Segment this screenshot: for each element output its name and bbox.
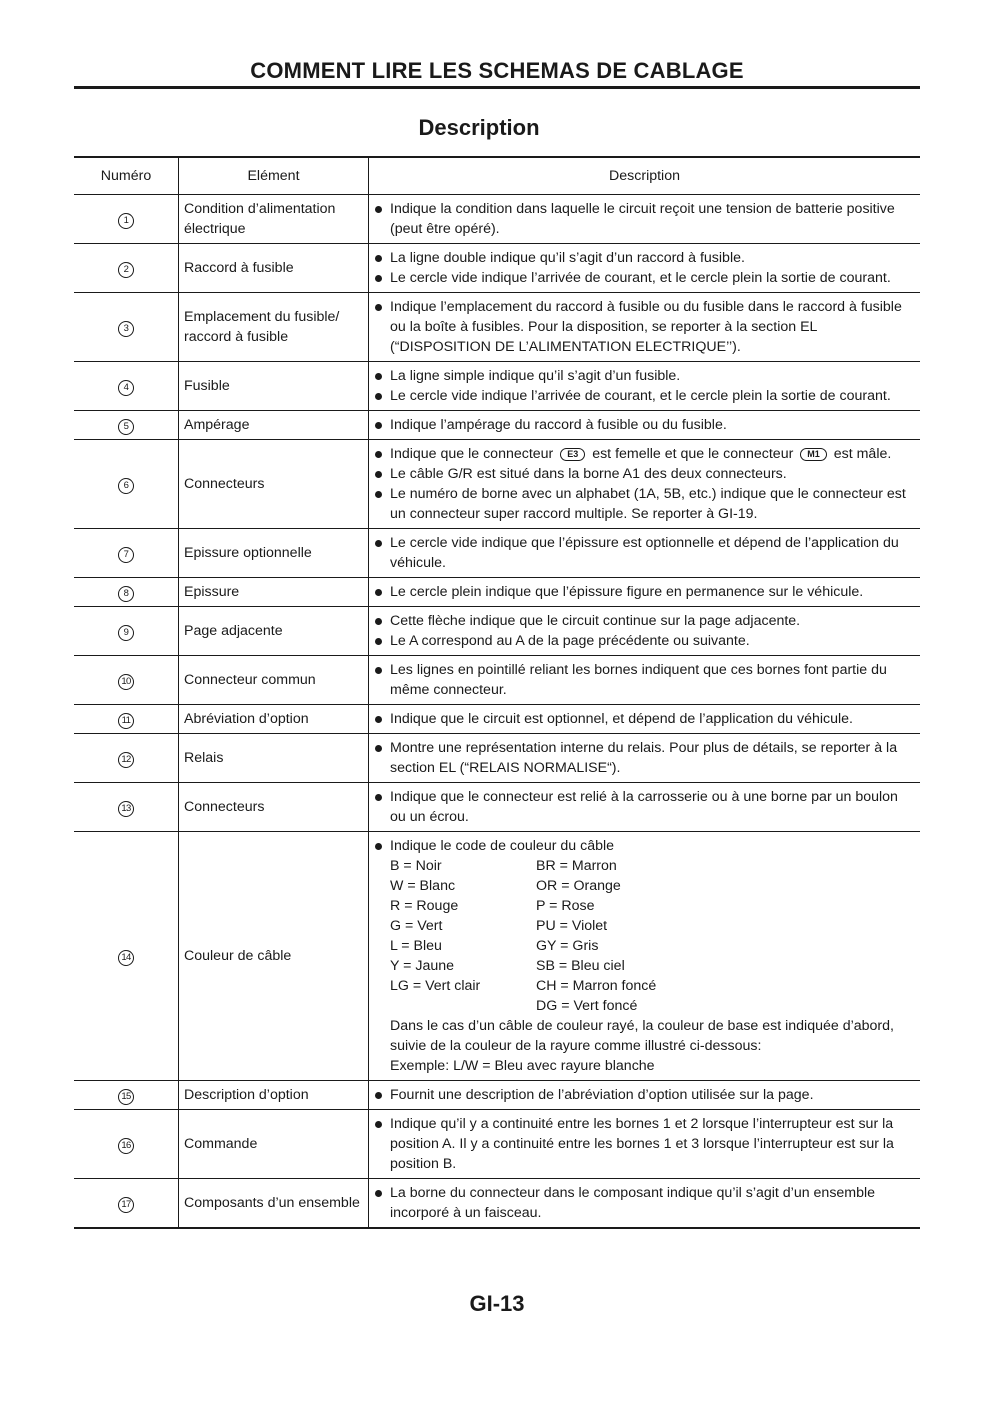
bullet-item	[374, 444, 914, 464]
color-code-right: SB = Bleu ciel	[536, 958, 625, 974]
bullet-item: Cette flèche indique que le circuit continue sur la page adjacente.	[374, 611, 914, 631]
color-code-left: LG = Vert clair	[390, 978, 481, 994]
table-body	[74, 195, 920, 1229]
description-cell	[369, 832, 921, 1081]
element-cell: Epissure	[179, 578, 369, 607]
circled-number: 8	[118, 586, 134, 602]
striped-cable-note: Dans le cas d’un câble de couleur rayé, la couleur de base est indiquée d’abord, suivie de la couleur de la rayure comme illustré ci-dessous:	[390, 1018, 894, 1054]
bullet-item: Indique l’ampérage du raccord à fusible ou du fusible.	[374, 415, 914, 435]
element-cell: Condition d’alimentation électrique	[179, 195, 369, 244]
bullet-list	[374, 366, 914, 406]
element-cell: Fusible	[179, 362, 369, 411]
table-row	[74, 783, 920, 832]
bullet-list	[374, 1114, 914, 1174]
description-cell	[369, 195, 921, 244]
bullet-list	[374, 444, 914, 524]
color-code-left: Y = Jaune	[390, 958, 455, 974]
bullet-list	[374, 787, 914, 827]
row-number-cell	[74, 411, 179, 440]
title-rule	[74, 86, 920, 89]
description-cell	[369, 244, 921, 293]
table-row	[74, 1081, 920, 1110]
row-number-cell	[74, 1081, 179, 1110]
color-code-right: GY = Gris	[536, 938, 599, 954]
element-cell: Epissure optionnelle	[179, 529, 369, 578]
element-cell: Connecteurs	[179, 783, 369, 832]
header-description: Description	[369, 157, 921, 195]
circled-number: 10	[118, 674, 134, 690]
description-cell	[369, 1081, 921, 1110]
bullet-list	[374, 415, 914, 435]
bullet-item: Indique l’emplacement du raccord à fusible ou du fusible dans le raccord à fusible ou la boîte à fusibles. Pour la disposition, se reporter à la section EL (“DISPOSITION DE L’ALIMENTATION ELECTRIQUE’’).	[374, 297, 914, 357]
row-number-cell	[74, 832, 179, 1081]
circled-number: 1	[118, 213, 134, 229]
table-row	[74, 1110, 920, 1179]
description-cell	[369, 529, 921, 578]
circled-number: 2	[118, 262, 134, 278]
description-cell	[369, 440, 921, 529]
bullet-list	[374, 248, 914, 288]
row-number-cell	[74, 607, 179, 656]
table-row	[74, 362, 920, 411]
table-header-row	[74, 157, 920, 195]
bullet-text: est mâle.	[833, 446, 892, 462]
circled-number: 16	[118, 1138, 134, 1154]
table-row	[74, 411, 920, 440]
bullet-list	[374, 297, 914, 357]
page-number: GI-13	[469, 1291, 525, 1316]
bullet-item: Les lignes en pointillé reliant les bornes indiquent que ces bornes font partie du même connecteur.	[374, 660, 914, 700]
table-row	[74, 293, 920, 362]
circled-number: 11	[118, 713, 134, 729]
bullet-item: Le câble G/R est situé dans la borne A1 des deux connecteurs.	[374, 464, 914, 484]
bullet-item: Le cercle vide indique que l’épissure est optionnelle et dépend de l’application du véhicule.	[374, 533, 914, 573]
circled-number: 17	[118, 1197, 134, 1213]
bullet-item: Indique la condition dans laquelle le circuit reçoit une tension de batterie positive (peut être opéré).	[374, 199, 914, 239]
bullet-list	[374, 1085, 914, 1105]
table-row	[74, 578, 920, 607]
header-element: Elément	[179, 157, 369, 195]
bullet-item: Indique que le circuit est optionnel, et dépend de l’application du véhicule.	[374, 709, 914, 729]
bullet-list	[374, 533, 914, 573]
bullet-item: La ligne simple indique qu’il s’agit d’un fusible.	[374, 366, 914, 386]
bullet-list	[374, 1183, 914, 1223]
bullet-list	[374, 709, 914, 729]
row-number-cell	[74, 362, 179, 411]
description-cell	[369, 1110, 921, 1179]
bullet-item: Le A correspond au A de la page précédente ou suivante.	[374, 631, 914, 651]
row-number-cell	[74, 656, 179, 705]
table-row	[74, 656, 920, 705]
description-cell	[369, 578, 921, 607]
circled-number: 12	[118, 752, 134, 768]
row-number-cell	[74, 734, 179, 783]
bullet-list	[374, 582, 914, 602]
row-number-cell	[74, 1110, 179, 1179]
color-code-right: DG = Vert foncé	[536, 998, 638, 1014]
circled-number: 9	[118, 625, 134, 641]
bullet-list	[374, 611, 914, 651]
striped-cable-example: Exemple: L/W = Bleu avec rayure blanche	[390, 1058, 655, 1074]
bullet-item: Indique le code de couleur du câble	[374, 836, 914, 856]
table-row	[74, 607, 920, 656]
circled-number: 6	[118, 478, 134, 494]
element-cell: Relais	[179, 734, 369, 783]
element-cell: Abréviation d’option	[179, 705, 369, 734]
circled-number: 15	[118, 1089, 134, 1105]
bullet-item: Le cercle vide indique l’arrivée de courant, et le cercle plein la sortie de courant.	[374, 386, 914, 406]
table-row	[74, 195, 920, 244]
element-cell: Composants d’un ensemble	[179, 1179, 369, 1229]
bullet-list	[374, 199, 914, 239]
bullet-item: Indique que le connecteur est relié à la carrosserie ou à une borne par un boulon ou un écrou.	[374, 787, 914, 827]
description-cell	[369, 656, 921, 705]
header-numero: Numéro	[74, 157, 179, 195]
color-code-right: CH = Marron foncé	[536, 978, 657, 994]
table-row	[74, 244, 920, 293]
color-code-grid	[374, 856, 914, 1016]
color-code-left: L = Bleu	[390, 938, 442, 954]
table-row	[74, 529, 920, 578]
element-cell: Connecteur commun	[179, 656, 369, 705]
row-number-cell	[74, 783, 179, 832]
bullet-list	[374, 660, 914, 700]
table-row	[74, 1179, 920, 1229]
element-cell: Couleur de câble	[179, 832, 369, 1081]
male-connector-icon: M1	[800, 448, 827, 461]
color-code-left: B = Noir	[390, 858, 442, 874]
description-cell	[369, 1179, 921, 1229]
element-cell: Raccord à fusible	[179, 244, 369, 293]
description-cell	[369, 607, 921, 656]
circled-number: 4	[118, 380, 134, 396]
element-cell: Ampérage	[179, 411, 369, 440]
bullet-item: Montre une représentation interne du relais. Pour plus de détails, se reporter à la section EL (“RELAIS NORMALISE“).	[374, 738, 914, 778]
table-row	[74, 440, 920, 529]
description-cell	[369, 411, 921, 440]
color-code-left	[390, 996, 536, 1016]
bullet-item: La borne du connecteur dans le composant indique qu’il s’agit d’un ensemble incorporé à un faisceau.	[374, 1183, 914, 1223]
female-connector-icon: E3	[560, 448, 585, 461]
element-cell: Commande	[179, 1110, 369, 1179]
table-row	[74, 734, 920, 783]
description-cell	[369, 783, 921, 832]
bullet-list	[374, 738, 914, 778]
color-code-right: BR = Marron	[536, 858, 617, 874]
color-code-left: G = Vert	[390, 918, 443, 934]
color-code-left: R = Rouge	[390, 898, 459, 914]
row-number-cell	[74, 195, 179, 244]
bullet-item: Le numéro de borne avec un alphabet (1A, 5B, etc.) indique que le connecteur est un connecteur super raccord multiple. Se reporter à GI-19.	[374, 484, 914, 524]
color-code-right: OR = Orange	[536, 878, 621, 894]
row-number-cell	[74, 1179, 179, 1229]
bullet-item: La ligne double indique qu’il s’agit d’un raccord à fusible.	[374, 248, 914, 268]
bullet-text: est femelle et que le connecteur	[592, 446, 794, 462]
section-title: Description	[418, 115, 540, 140]
table-row	[74, 832, 920, 1081]
bullet-text: Indique que le connecteur	[390, 446, 554, 462]
color-code-right: PU = Violet	[536, 918, 608, 934]
circled-number: 13	[118, 801, 134, 817]
circled-number: 5	[118, 419, 134, 435]
description-cell	[369, 705, 921, 734]
circled-number: 3	[118, 321, 134, 337]
color-code-right: P = Rose	[536, 898, 595, 914]
bullet-item: Fournit une description de l’abréviation d’option utilisée sur la page.	[374, 1085, 914, 1105]
row-number-cell	[74, 244, 179, 293]
element-cell: Page adjacente	[179, 607, 369, 656]
circled-number: 14	[118, 950, 134, 966]
row-number-cell	[74, 293, 179, 362]
element-cell: Connecteurs	[179, 440, 369, 529]
circled-number: 7	[118, 547, 134, 563]
bullet-item: Le cercle plein indique que l’épissure figure en permanence sur le véhicule.	[374, 582, 914, 602]
page-title: COMMENT LIRE LES SCHEMAS DE CABLAGE	[250, 58, 744, 83]
row-number-cell	[74, 578, 179, 607]
description-cell	[369, 293, 921, 362]
bullet-item: Indique qu’il y a continuité entre les bornes 1 et 2 lorsque l’interrupteur est sur la position A. Il y a continuité entre les bornes 1 et 3 lorsque l’interrupteur est sur la position B.	[374, 1114, 914, 1174]
bullet-item: Le cercle vide indique l’arrivée de courant, et le cercle plein la sortie de courant.	[374, 268, 914, 288]
row-number-cell	[74, 705, 179, 734]
description-table	[74, 156, 920, 1229]
color-code-left: W = Blanc	[390, 878, 456, 894]
row-number-cell	[74, 440, 179, 529]
element-cell: Description d’option	[179, 1081, 369, 1110]
element-cell: Emplacement du fusible/ raccord à fusible	[179, 293, 369, 362]
row-number-cell	[74, 529, 179, 578]
description-cell	[369, 734, 921, 783]
table-row	[74, 705, 920, 734]
description-cell	[369, 362, 921, 411]
bullet-list	[374, 836, 914, 856]
